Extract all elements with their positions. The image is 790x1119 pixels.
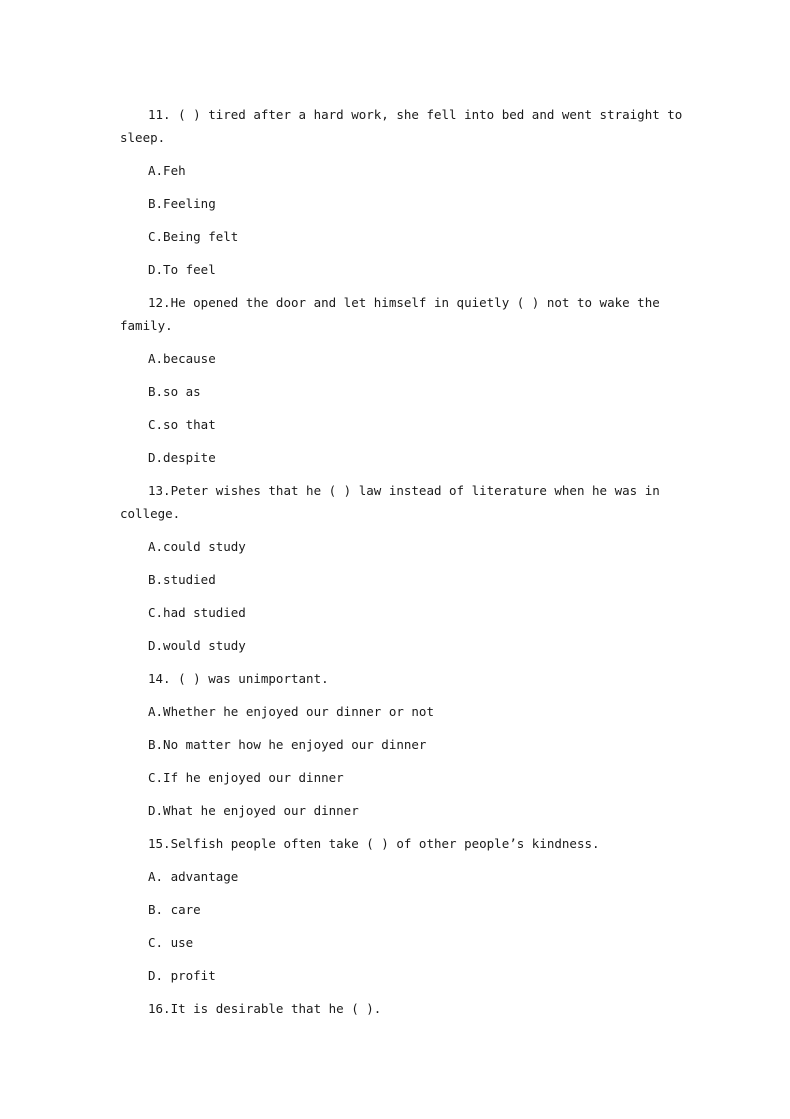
option-a: A.could study bbox=[148, 539, 246, 554]
question-text: 13.Peter wishes that he ( ) law instead of literature when he was in bbox=[148, 483, 660, 498]
question-text: 11. ( ) tired after a hard work, she fell into bed and went straight to bbox=[148, 107, 683, 122]
question-text-continued: family. bbox=[120, 318, 173, 333]
question-11 bbox=[120, 103, 683, 149]
question-text-continued: sleep. bbox=[120, 130, 166, 145]
option-a: A.because bbox=[148, 351, 216, 366]
question-16 bbox=[120, 997, 650, 1020]
option-c: C.Being felt bbox=[148, 229, 239, 244]
option-c: C.had studied bbox=[148, 605, 246, 620]
option-d: D.would study bbox=[148, 638, 246, 653]
option-d: D.despite bbox=[148, 450, 216, 465]
option-b: B. care bbox=[148, 902, 201, 917]
option-c: C.If he enjoyed our dinner bbox=[148, 770, 344, 785]
option-a: A. advantage bbox=[148, 869, 239, 884]
question-15 bbox=[120, 832, 650, 855]
question-text: 15.Selfish people often take ( ) of other people’s kindness. bbox=[148, 836, 600, 851]
option-d: D.To feel bbox=[148, 262, 216, 277]
question-text: 16.It is desirable that he ( ). bbox=[148, 1001, 382, 1016]
question-12 bbox=[120, 291, 660, 337]
option-a: A.Feh bbox=[148, 163, 186, 178]
option-d: D.What he enjoyed our dinner bbox=[148, 803, 359, 818]
option-d: D. profit bbox=[148, 968, 216, 983]
question-text-continued: college. bbox=[120, 506, 181, 521]
option-b: B.Feeling bbox=[148, 196, 216, 211]
question-text: 12.He opened the door and let himself in quietly ( ) not to wake the bbox=[148, 295, 660, 310]
question-14 bbox=[120, 667, 650, 690]
question-text: 14. ( ) was unimportant. bbox=[148, 671, 329, 686]
option-b: B.No matter how he enjoyed our dinner bbox=[148, 737, 427, 752]
option-b: B.so as bbox=[148, 384, 201, 399]
option-c: C.so that bbox=[148, 417, 216, 432]
option-a: A.Whether he enjoyed our dinner or not bbox=[148, 704, 434, 719]
question-13 bbox=[120, 479, 660, 525]
option-b: B.studied bbox=[148, 572, 216, 587]
option-c: C. use bbox=[148, 935, 194, 950]
question-list bbox=[120, 103, 683, 1030]
